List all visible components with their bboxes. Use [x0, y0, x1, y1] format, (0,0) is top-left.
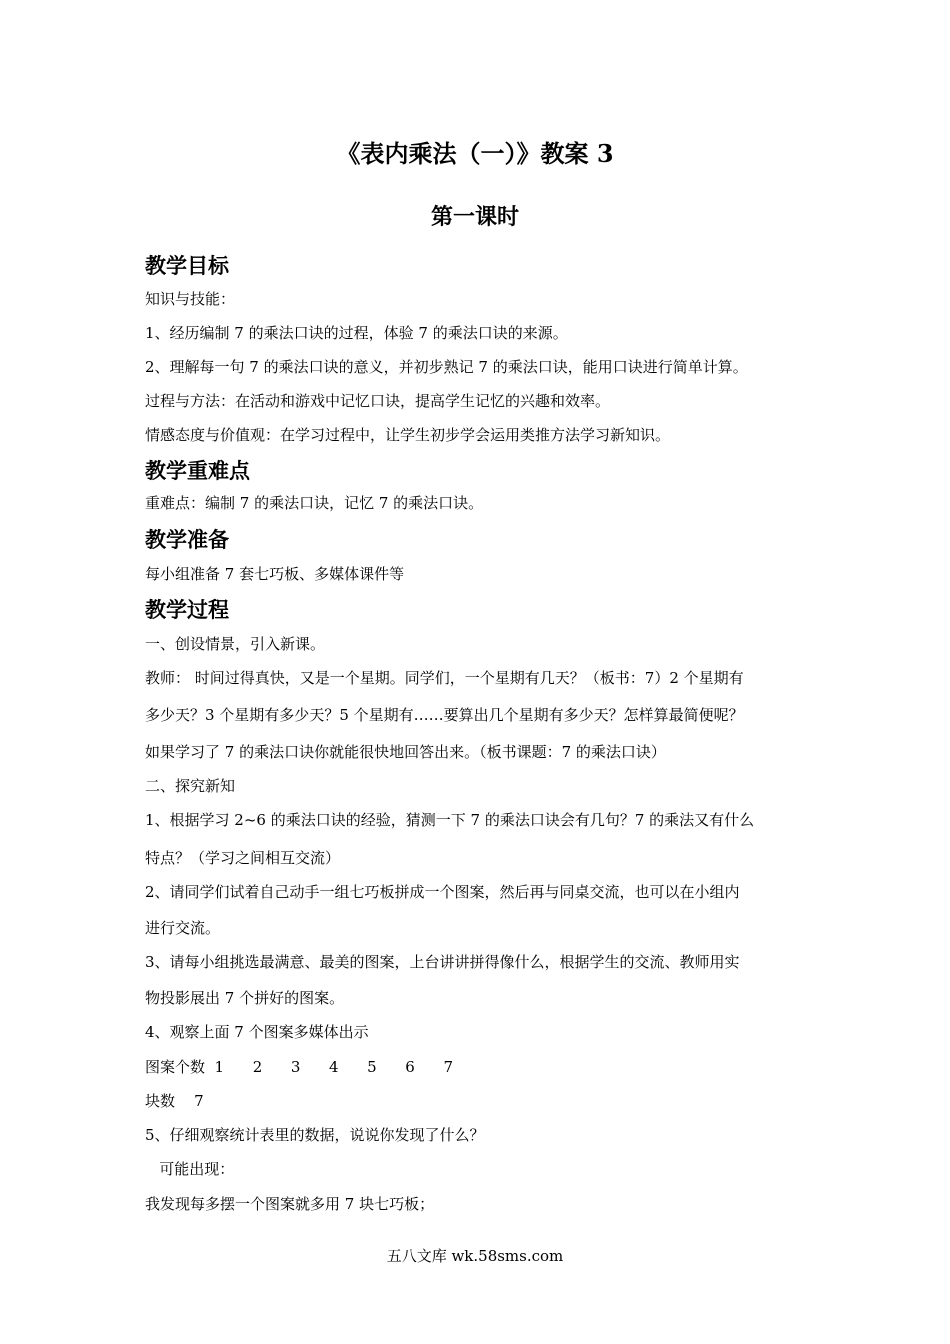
goals-line: 过程与方法：在活动和游戏中记忆口诀，提高学生记忆的兴趣和效率。 — [145, 392, 611, 410]
process-line: 物投影展出 7 个拼好的图案。 — [145, 989, 345, 1007]
process-line: 2、请同学们试着自己动手一组七巧板拼成一个图案，然后再与同桌交流，也可以在小组内 — [145, 883, 740, 901]
process-line: 可能出现： — [145, 1160, 235, 1178]
process-line: 如果学习了 7 的乘法口诀你就能很快地回答出来。（板书课题：7 的乘法口诀） — [145, 743, 666, 761]
footer-watermark: 五八文库 wk.58sms.com — [386, 1247, 564, 1265]
process-line: 教师： 时间过得真快，又是一个星期。同学们，一个星期有几天？（板书：7）2 个星期有 — [145, 669, 744, 687]
process-line: 1、根据学习 2~6 的乘法口诀的经验，猜测一下 7 的乘法口诀会有几句？7 的乘法又有什么 — [145, 811, 755, 829]
process-line: 4、观察上面 7 个图案多媒体出示 — [145, 1023, 369, 1041]
process-line: 3、请每小组挑选最满意、最美的图案，上台讲讲拼得像什么，根据学生的交流、教师用实 — [145, 953, 740, 971]
goals-line: 情感态度与价值观：在学习过程中，让学生初步学会运用类推方法学习新知识。 — [145, 426, 671, 444]
table-row-block-count: 块数 7 — [145, 1092, 204, 1110]
document-subtitle: 第一课时 — [430, 204, 519, 230]
process-line: 多少天？3 个星期有多少天？5 个星期有……要算出几个星期有多少天？怎样算最简便呢？ — [145, 706, 744, 724]
process-line: 二、探究新知 — [145, 777, 236, 795]
section-heading-preparation: 教学准备 — [145, 528, 229, 552]
process-line: 特点？（学习之间相互交流） — [145, 849, 341, 867]
process-line: 一、创设情景，引入新课。 — [145, 635, 326, 653]
section-heading-goals: 教学目标 — [145, 254, 229, 278]
process-line: 5、仔细观察统计表里的数据，说说你发现了什么？ — [145, 1126, 485, 1144]
process-line: 我发现每多摆一个图案就多用 7 块七巧板； — [145, 1195, 435, 1213]
goals-line: 1、经历编制 7 的乘法口诀的过程，体验 7 的乘法口诀的来源。 — [145, 324, 568, 342]
preparation-line: 每小组准备 7 套七巧板、多媒体课件等 — [145, 565, 405, 583]
section-heading-key-points: 教学重难点 — [145, 459, 250, 483]
key-points-line: 重难点：编制 7 的乘法口诀，记忆 7 的乘法口诀。 — [145, 494, 484, 512]
table-row-pattern-count: 图案个数 1 2 3 4 5 6 7 — [145, 1058, 453, 1076]
goals-line: 2、理解每一句 7 的乘法口诀的意义，并初步熟记 7 的乘法口诀，能用口诀进行简单计算。 — [145, 358, 748, 376]
document-title: 《表内乘法（一）》教案 3 — [336, 139, 614, 168]
goals-line: 知识与技能： — [145, 290, 236, 308]
process-line: 进行交流。 — [145, 919, 221, 937]
section-heading-process: 教学过程 — [145, 598, 229, 622]
